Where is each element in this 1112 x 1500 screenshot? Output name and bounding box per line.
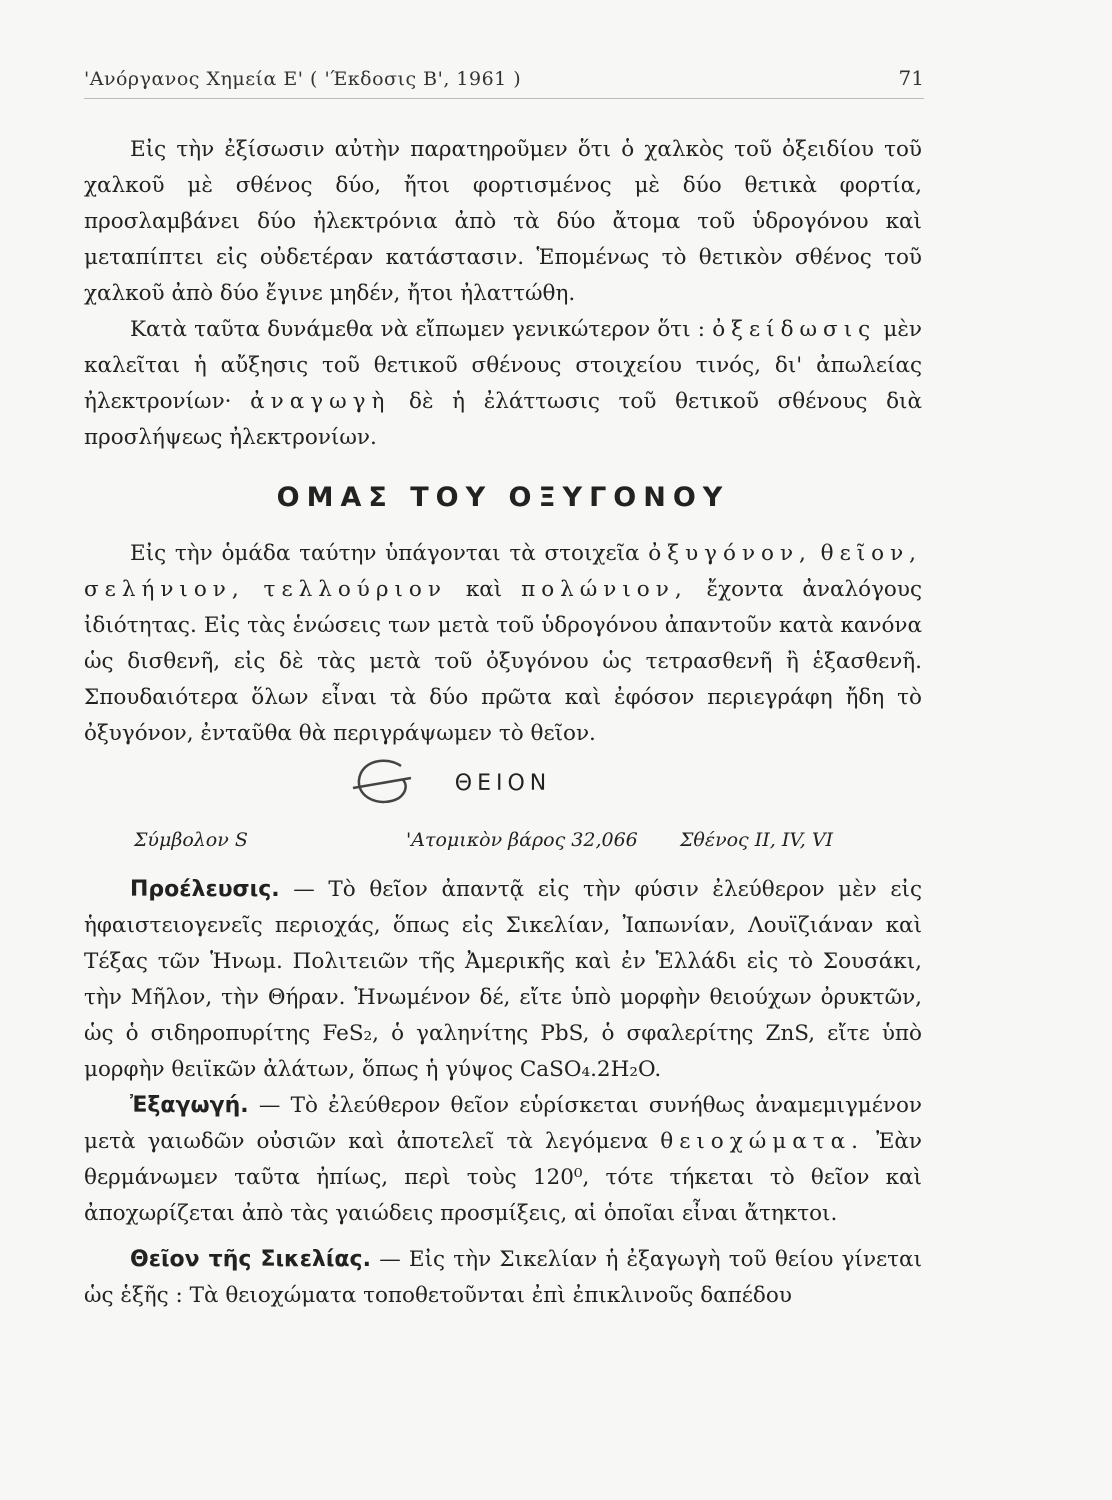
sulfur-properties	[84, 816, 922, 858]
page-number: 71	[898, 66, 924, 90]
page-header	[84, 64, 924, 99]
element-sulfur: θεῖον,	[820, 541, 922, 566]
valence-label: Σθένος II, IV, VI	[680, 829, 834, 851]
paragraph-text: — Τὸ ἐλεύθερον θεῖον εὑρίσκεται συνήθως ἀναμεμιγμένον μετὰ γαιωδῶν οὐσιῶν καὶ ἀποτελεῖ τὰ λεγόμενα	[84, 1093, 922, 1154]
section-heading: ΟΜΑΣ ΤΟΥ ΟΞΥΓΟΝΟΥ	[276, 482, 730, 513]
element-oxygen: ὀξυγόνον,	[648, 541, 812, 566]
extraction-label: Ἐξαγωγή.	[130, 1093, 249, 1118]
paragraph-extraction	[84, 1088, 922, 1232]
term-thiochomata: θειοχώματα.	[660, 1129, 865, 1154]
sulfur-title: ΘΕΙΟΝ	[454, 771, 552, 796]
term-reduction: ἀναγωγὴ	[250, 389, 391, 414]
page-body	[84, 132, 922, 1314]
paragraph-sicily	[84, 1242, 922, 1314]
atomic-weight-label: 'Ατομικὸν βάρος 32,066	[406, 829, 638, 851]
paragraph-oxidation-definition	[84, 312, 922, 456]
paragraph-text: Εἰς τὴν ὁμάδα ταύτην ὑπάγονται τὰ στοιχεῖα	[130, 541, 640, 566]
element-tellurium: τελλούριον	[263, 577, 447, 602]
handwritten-circle-mark	[349, 754, 419, 812]
paragraph-text: δὲ ἡ ἐλάττωσις τοῦ θετικοῦ σθένους διὰ προσλήψεως ἠλεκτρονίων.	[84, 389, 922, 450]
paragraph-text: μὲν καλεῖται ἡ αὔξησις τοῦ θετικοῦ σθένους στοιχείου τινός, δι' ἀπωλείας ἠλεκτρονίων·	[84, 317, 922, 414]
paragraph-text: ἔχοντα ἀναλόγους ἰδιότητας. Εἰς τὰς ἑνώσεις των μετὰ τοῦ ὑδρογόνου ἀπαντοῦν κατὰ κανόνα ὡς δισθενῆ, εἰς δὲ τὰς μετὰ τοῦ ὀξυγόνου ὡς τετρασθενῆ ἢ ἑξασθενῆ. Σπουδαιότερα ὅλων εἶναι τὰ δύο πρῶτα καὶ ἐφόσον περιεγράφη ἤδη τὸ ὀξυγόνον, ἐνταῦθα θὰ περιγράψωμεν τὸ θεῖον.	[84, 577, 922, 746]
element-selenium: σελήνιον,	[84, 577, 245, 602]
paragraph-equation-note	[84, 132, 922, 312]
paragraph-text: Ἐὰν θερμάνωμεν ταῦτα ἠπίως, περὶ τοὺς 120⁰, τότε τήκεται τὸ θεῖον καὶ ἀποχωρίζεται ἀπὸ τὰς γαιώδεις προσμίξεις, αἱ ὁποῖαι εἶναι ἄτηκτοι.	[84, 1129, 922, 1226]
paragraph-text: — Εἰς τὴν Σικελίαν ἡ ἐξαγωγὴ τοῦ θείου γίνεται ὡς ἑξῆς : Τὰ θειοχώματα τοποθετοῦνται ἐπὶ ἐπικλινοῦς δαπέδου	[84, 1247, 922, 1308]
origin-label: Προέλευσις.	[130, 877, 280, 902]
paragraph-oxygen-group	[84, 536, 922, 752]
paragraph-text: Εἰς τὴν ἐξίσωσιν αὐτὴν παρατηροῦμεν ὅτι ὁ χαλκὸς τοῦ ὀξειδίου τοῦ χαλκοῦ μὲ σθένος δύο, ἤτοι φορτισμένος μὲ δύο θετικὰ φορτία, προσλαμβάνει δύο ἠλεκτρόνια ἀπὸ τὰ δύο ἄτομα τοῦ ὑδρογόνου καὶ μεταπίπτει εἰς οὐδετέραν κατάστασιν. Ἑπομένως τὸ θετικὸν σθένος τοῦ χαλκοῦ ἀπὸ δύο ἔγινε μηδέν, ἤτοι ἠλαττώθη.	[84, 137, 922, 306]
running-title: 'Ανόργανος Χημεία Ε' ( 'Έκδοσις Β', 1961 )	[84, 68, 522, 90]
term-oxidation: ὀξείδωσις	[712, 317, 877, 342]
element-polonium: πολώνιον,	[521, 577, 688, 602]
paragraph-text: — Τὸ θεῖον ἀπαντᾷ εἰς τὴν φύσιν ἐλεύθερον μὲν εἰς ἡφαιστειογενεῖς περιοχάς, ὅπως εἰς Σικελίαν, Ἰαπωνίαν, Λουϊζιάναν καὶ Τέξας τῶν Ἡνωμ. Πολιτειῶν τῆς Ἀμερικῆς καὶ ἐν Ἑλλάδι εἰς τὸ Σουσάκι, τὴν Μῆλον, τὴν Θήραν. Ἡνωμένον δέ, εἴτε ὑπὸ μορφὴν θειούχων ὀρυκτῶν, ὡς ὁ σιδηροπυρίτης FeS₂, ὁ γαληνίτης PbS, ὁ σφαλερίτης ZnS, εἴτε ὑπὸ μορφὴν θειϊκῶν ἀλάτων, ὅπως ἡ γύψος CaSO₄.2H₂O.	[84, 877, 922, 1082]
sulfur-heading	[84, 766, 922, 806]
paragraph-origin	[84, 872, 922, 1088]
conjunction: καὶ	[465, 577, 503, 602]
symbol-label: Σύμβολον S	[134, 829, 248, 851]
paragraph-text: Κατὰ ταῦτα δυνάμεθα νὰ εἴπωμεν γενικώτερον ὅτι :	[130, 317, 706, 342]
sicily-label: Θεῖον τῆς Σικελίας.	[130, 1247, 371, 1272]
